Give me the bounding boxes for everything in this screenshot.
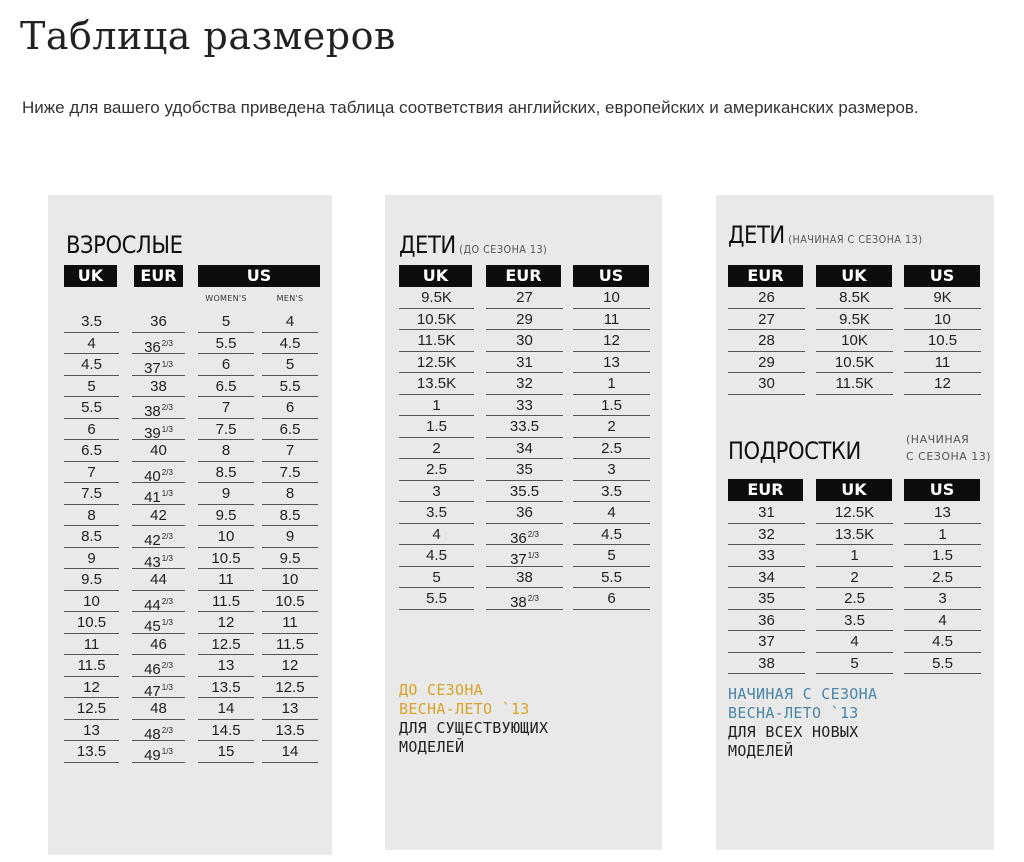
kids-before-uk-cell: 9.5K — [399, 287, 474, 309]
adults-us-women-cell: 10.5 — [198, 548, 254, 570]
adults-uk-cell: 7.5 — [64, 483, 119, 505]
adults-panel — [48, 195, 332, 855]
kids-after-eur-cell: 30 — [728, 373, 805, 395]
adults-us-women-cell: 5 — [198, 311, 254, 333]
adults-us-women-cell: 11.5 — [198, 591, 254, 613]
adults-us-women-cell: 12 — [198, 612, 254, 634]
adults-uk-header: UK — [64, 265, 117, 287]
kids-before-us-cell: 5 — [573, 545, 650, 567]
kids-before-eur-cell: 36 — [486, 502, 563, 524]
kids-before-note-line1: ДО СЕЗОНА — [399, 681, 483, 699]
adults-eur-fraction: 2/3 — [161, 532, 173, 541]
kids-before-uk-cell: 1.5 — [399, 416, 474, 438]
kids-after-uk-cell: 11.5K — [816, 373, 893, 395]
kids-before-subtitle: (ДО СЕЗОНА 13) — [459, 243, 548, 256]
adults-eur-cell: $36^{2/3}$ — [132, 333, 185, 355]
kids-before-us-cell: 3 — [573, 459, 650, 481]
teens-uk-header: UK — [816, 479, 892, 501]
adults-eur-fraction: 1/3 — [161, 618, 173, 627]
adults-uk-cell: 8.5 — [64, 526, 119, 548]
kids-before-eur-cell: $38^{2/3}$ — [486, 588, 563, 610]
kids-before-eur-cell: 38 — [486, 567, 563, 589]
adults-us-women-cell: 7 — [198, 397, 254, 419]
adults-us-women-cell: 10 — [198, 526, 254, 548]
kids-before-note — [399, 681, 548, 757]
kids-after-subtitle: (НАЧИНАЯ С СЕЗОНА 13) — [788, 233, 923, 246]
adults-uk-cell: 7 — [64, 462, 119, 484]
kids-after-uk-cell: 8.5K — [816, 287, 893, 309]
kids-before-uk-cell: 1 — [399, 395, 474, 417]
adults-us-women-header: WOMEN'S — [205, 294, 247, 303]
kids-before-us-cell: 11 — [573, 309, 650, 331]
adults-eur-cell: 40 — [132, 440, 185, 462]
teens-eur-cell: 32 — [728, 524, 805, 546]
kids-after-us-cell: 9K — [904, 287, 981, 309]
teens-us-cell: 4.5 — [904, 631, 981, 653]
adults-us-women-column — [198, 311, 254, 763]
teens-uk-cell: 13.5K — [816, 524, 893, 546]
adults-eur-cell: $48^{2/3}$ — [132, 720, 185, 742]
kids-after-note — [728, 685, 877, 761]
kids-after-eur-cell: 27 — [728, 309, 805, 331]
kids-after-eur-cell: 29 — [728, 352, 805, 374]
kids-after-title-text: ДЕТИ — [728, 221, 785, 249]
adults-us-women-cell: 12.5 — [198, 634, 254, 656]
adults-us-men-cell: 7 — [262, 440, 318, 462]
kids-after-us-cell: 11 — [904, 352, 981, 374]
adults-uk-column — [64, 311, 119, 763]
kids-before-us-cell: 13 — [573, 352, 650, 374]
adults-us-men-cell: 7.5 — [262, 462, 318, 484]
teens-us-cell: 1 — [904, 524, 981, 546]
adults-us-women-cell: 8 — [198, 440, 254, 462]
kids-after-us-header: US — [904, 265, 980, 287]
adults-eur-cell: 46 — [132, 634, 185, 656]
adults-uk-cell: 11 — [64, 634, 119, 656]
adults-eur-cell: 38 — [132, 376, 185, 398]
adults-us-men-cell: 14 — [262, 741, 318, 763]
adults-eur-cell: $42^{2/3}$ — [132, 526, 185, 548]
kids-after-uk-cell: 10.5K — [816, 352, 893, 374]
adults-us-men-cell: 5 — [262, 354, 318, 376]
kids-after-us-column — [904, 287, 981, 395]
kids-before-uk-cell: 11.5K — [399, 330, 474, 352]
kids-before-uk-cell: 5 — [399, 567, 474, 589]
teens-subtitle-line2: С СЕЗОНА 13) — [906, 450, 992, 463]
adults-uk-cell: 8 — [64, 505, 119, 527]
adults-us-men-cell: 8 — [262, 483, 318, 505]
kids-before-eur-fraction: 1/3 — [527, 551, 539, 560]
kids-before-us-cell: 2.5 — [573, 438, 650, 460]
adults-uk-cell: 4 — [64, 333, 119, 355]
adults-us-men-cell: 11.5 — [262, 634, 318, 656]
teens-subtitle-line1: (НАЧИНАЯ — [906, 433, 970, 446]
adults-us-women-cell: 13.5 — [198, 677, 254, 699]
kids-before-eur-cell: 33.5 — [486, 416, 563, 438]
kids-after-us-cell: 12 — [904, 373, 981, 395]
adults-eur-cell: 44 — [132, 569, 185, 591]
kids-before-eur-cell: 33 — [486, 395, 563, 417]
teens-us-column — [904, 502, 981, 674]
adults-uk-cell: 9 — [64, 548, 119, 570]
teens-us-cell: 13 — [904, 502, 981, 524]
adults-uk-cell: 9.5 — [64, 569, 119, 591]
kids-before-eur-cell: 32 — [486, 373, 563, 395]
kids-after-note-line3: ДЛЯ ВСЕХ НОВЫХ — [728, 723, 859, 741]
kids-before-us-cell: 6 — [573, 588, 650, 610]
adults-us-men-cell: 6.5 — [262, 419, 318, 441]
kids-before-note-line3: ДЛЯ СУЩЕСТВУЮЩИХ — [399, 719, 549, 737]
kids-before-eur-cell: 35 — [486, 459, 563, 481]
kids-before-us-cell: 1 — [573, 373, 650, 395]
teens-eur-cell: 37 — [728, 631, 805, 653]
kids-after-eur-cell: 26 — [728, 287, 805, 309]
kids-before-uk-header: UK — [399, 265, 472, 287]
adults-us-women-cell: 9.5 — [198, 505, 254, 527]
teens-eur-cell: 36 — [728, 610, 805, 632]
teens-eur-header: EUR — [728, 479, 803, 501]
kids-before-uk-cell: 12.5K — [399, 352, 474, 374]
adults-us-men-cell: 6 — [262, 397, 318, 419]
kids-before-title — [399, 231, 547, 259]
kids-after-us-cell: 10.5 — [904, 330, 981, 352]
kids-before-us-column — [573, 287, 650, 610]
teens-uk-cell: 5 — [816, 653, 893, 675]
adults-us-men-cell: 12 — [262, 655, 318, 677]
adults-eur-fraction: 1/3 — [161, 360, 173, 369]
adults-eur-cell: 42 — [132, 505, 185, 527]
teens-uk-cell: 3.5 — [816, 610, 893, 632]
kids-before-us-cell: 5.5 — [573, 567, 650, 589]
teens-us-header: US — [904, 479, 980, 501]
adults-us-men-cell: 9 — [262, 526, 318, 548]
adults-eur-cell: $44^{2/3}$ — [132, 591, 185, 613]
teens-us-cell: 2.5 — [904, 567, 981, 589]
kids-before-eur-fraction: 2/3 — [527, 529, 539, 539]
kids-before-eur-cell: $36^{2/3}$ — [486, 524, 563, 546]
page-description: Ниже для вашего удобства приведена таблица соответствия английских, европейских и американских размеров. — [22, 98, 919, 117]
page-title: Таблица размеров — [20, 14, 396, 58]
adults-eur-cell: $38^{2/3}$ — [132, 397, 185, 419]
adults-uk-cell: 5.5 — [64, 397, 119, 419]
kids-before-title-text: ДЕТИ — [399, 231, 456, 259]
kids-before-us-cell: 10 — [573, 287, 650, 309]
kids-before-uk-cell: 3 — [399, 481, 474, 503]
kids-after-title — [728, 221, 922, 249]
adults-uk-cell: 13.5 — [64, 741, 119, 763]
teens-subtitle — [906, 431, 991, 465]
adults-eur-fraction: 2/3 — [161, 338, 173, 348]
kids-before-eur-cell: 35.5 — [486, 481, 563, 503]
kids-before-uk-cell: 2 — [399, 438, 474, 460]
adults-us-women-cell: 5.5 — [198, 333, 254, 355]
kids-before-eur-cell: 31 — [486, 352, 563, 374]
adults-us-women-cell: 9 — [198, 483, 254, 505]
kids-before-eur-cell: 34 — [486, 438, 563, 460]
adults-us-men-cell: 12.5 — [262, 677, 318, 699]
kids-before-note-line2: ВЕСНА-ЛЕТО `13 — [399, 700, 530, 718]
adults-us-men-cell: 13.5 — [262, 720, 318, 742]
adults-eur-column — [132, 311, 185, 763]
adults-uk-cell: 10 — [64, 591, 119, 613]
adults-eur-fraction: 2/3 — [161, 725, 173, 735]
teens-us-cell: 3 — [904, 588, 981, 610]
kids-before-us-cell: 2 — [573, 416, 650, 438]
adults-eur-cell: $37^{1/3}$ — [132, 354, 185, 376]
adults-us-women-cell: 14 — [198, 698, 254, 720]
kids-before-us-cell: 4.5 — [573, 524, 650, 546]
adults-us-men-cell: 13 — [262, 698, 318, 720]
adults-eur-cell: $47^{1/3}$ — [132, 677, 185, 699]
adults-us-women-cell: 13 — [198, 655, 254, 677]
teens-uk-cell: 1 — [816, 545, 893, 567]
adults-us-men-column — [262, 311, 318, 763]
adults-us-women-cell: 11 — [198, 569, 254, 591]
adults-us-men-cell: 4 — [262, 311, 318, 333]
kids-before-uk-cell: 4 — [399, 524, 474, 546]
kids-before-eur-header: EUR — [486, 265, 561, 287]
adults-us-men-header: MEN'S — [276, 294, 304, 303]
kids-before-eur-cell: $37^{1/3}$ — [486, 545, 563, 567]
kids-after-eur-cell: 28 — [728, 330, 805, 352]
adults-eur-cell: $39^{1/3}$ — [132, 419, 185, 441]
kids-after-note-line4: МОДЕЛЕЙ — [728, 742, 794, 760]
kids-before-us-cell: 12 — [573, 330, 650, 352]
adults-us-women-cell: 8.5 — [198, 462, 254, 484]
adults-us-men-cell: 5.5 — [262, 376, 318, 398]
adults-eur-cell: $45^{1/3}$ — [132, 612, 185, 634]
adults-uk-cell: 5 — [64, 376, 119, 398]
adults-us-women-cell: 6.5 — [198, 376, 254, 398]
adults-uk-cell: 3.5 — [64, 311, 119, 333]
adults-us-women-cell: 15 — [198, 741, 254, 763]
teens-us-cell: 5.5 — [904, 653, 981, 675]
adults-us-women-cell: 14.5 — [198, 720, 254, 742]
teens-us-cell: 4 — [904, 610, 981, 632]
adults-us-men-cell: 10 — [262, 569, 318, 591]
adults-uk-cell: 13 — [64, 720, 119, 742]
adults-us-men-cell: 4.5 — [262, 333, 318, 355]
kids-after-note-line2: ВЕСНА-ЛЕТО `13 — [728, 704, 859, 722]
adults-eur-cell: $41^{1/3}$ — [132, 483, 185, 505]
adults-eur-cell: 48 — [132, 698, 185, 720]
adults-us-women-cell: 7.5 — [198, 419, 254, 441]
kids-before-uk-cell: 2.5 — [399, 459, 474, 481]
adults-eur-fraction: 1/3 — [161, 553, 173, 563]
adults-eur-fraction: 2/3 — [161, 596, 173, 606]
kids-before-eur-fraction: 2/3 — [527, 594, 539, 603]
adults-us-men-cell: 10.5 — [262, 591, 318, 613]
kids-before-us-cell: 3.5 — [573, 481, 650, 503]
kids-before-panel — [385, 195, 662, 850]
teens-eur-cell: 31 — [728, 502, 805, 524]
kids-before-uk-cell: 5.5 — [399, 588, 474, 610]
kids-before-us-header: US — [573, 265, 649, 287]
kids-before-uk-cell: 10.5K — [399, 309, 474, 331]
adults-uk-cell: 11.5 — [64, 655, 119, 677]
teens-eur-cell: 34 — [728, 567, 805, 589]
kids-after-uk-column — [816, 287, 893, 395]
kids-after-uk-header: UK — [816, 265, 892, 287]
kids-before-us-cell: 4 — [573, 502, 650, 524]
teens-eur-column — [728, 502, 805, 674]
teens-uk-column — [816, 502, 893, 674]
teens-us-cell: 1.5 — [904, 545, 981, 567]
adults-us-men-cell: 9.5 — [262, 548, 318, 570]
adults-eur-fraction: 1/3 — [161, 489, 173, 498]
adults-eur-cell: 36 — [132, 311, 185, 333]
adults-uk-cell: 6.5 — [64, 440, 119, 462]
adults-uk-cell: 12 — [64, 677, 119, 699]
kids-after-panel — [716, 195, 994, 850]
adults-title: ВЗРОСЛЫЕ — [66, 231, 183, 259]
kids-before-eur-column — [486, 287, 563, 610]
adults-us-men-cell: 8.5 — [262, 505, 318, 527]
adults-uk-cell: 12.5 — [64, 698, 119, 720]
adults-eur-fraction: 1/3 — [161, 424, 173, 434]
kids-after-eur-header: EUR — [728, 265, 803, 287]
kids-before-note-line4: МОДЕЛЕЙ — [399, 738, 465, 756]
adults-eur-fraction: 2/3 — [161, 403, 173, 412]
adults-eur-fraction: 1/3 — [161, 747, 173, 756]
kids-after-uk-cell: 10K — [816, 330, 893, 352]
teens-eur-cell: 33 — [728, 545, 805, 567]
kids-before-uk-cell: 13.5K — [399, 373, 474, 395]
adults-eur-fraction: 2/3 — [161, 661, 173, 670]
kids-after-eur-column — [728, 287, 805, 395]
kids-before-uk-column — [399, 287, 474, 610]
adults-us-header: US — [198, 265, 320, 287]
kids-before-eur-cell: 27 — [486, 287, 563, 309]
adults-eur-header: EUR — [134, 265, 183, 287]
adults-eur-cell: $43^{1/3}$ — [132, 548, 185, 570]
teens-uk-cell: 4 — [816, 631, 893, 653]
teens-uk-cell: 2.5 — [816, 588, 893, 610]
adults-us-women-cell: 6 — [198, 354, 254, 376]
adults-eur-fraction: 1/3 — [161, 682, 173, 692]
teens-uk-cell: 2 — [816, 567, 893, 589]
adults-us-men-cell: 11 — [262, 612, 318, 634]
adults-eur-cell: $49^{1/3}$ — [132, 741, 185, 763]
kids-before-eur-cell: 29 — [486, 309, 563, 331]
adults-uk-cell: 10.5 — [64, 612, 119, 634]
teens-uk-cell: 12.5K — [816, 502, 893, 524]
teens-eur-cell: 38 — [728, 653, 805, 675]
kids-after-note-line1: НАЧИНАЯ С СЕЗОНА — [728, 685, 878, 703]
adults-eur-cell: $46^{2/3}$ — [132, 655, 185, 677]
adults-uk-cell: 4.5 — [64, 354, 119, 376]
teens-title: ПОДРОСТКИ — [728, 437, 861, 465]
adults-eur-fraction: 2/3 — [161, 467, 173, 477]
kids-before-uk-cell: 4.5 — [399, 545, 474, 567]
kids-before-uk-cell: 3.5 — [399, 502, 474, 524]
kids-before-us-cell: 1.5 — [573, 395, 650, 417]
adults-eur-cell: $40^{2/3}$ — [132, 462, 185, 484]
kids-after-us-cell: 10 — [904, 309, 981, 331]
teens-eur-cell: 35 — [728, 588, 805, 610]
kids-before-eur-cell: 30 — [486, 330, 563, 352]
kids-after-uk-cell: 9.5K — [816, 309, 893, 331]
adults-uk-cell: 6 — [64, 419, 119, 441]
